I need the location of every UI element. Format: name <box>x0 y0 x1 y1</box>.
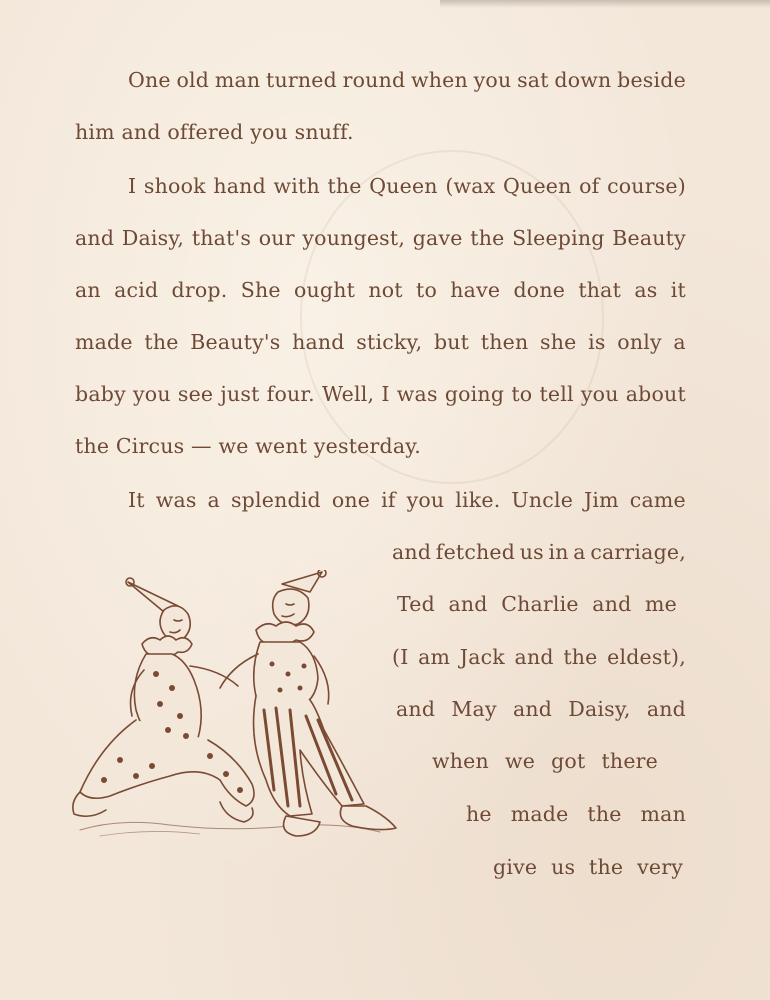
text-line: One old man turned round when you sat down beside <box>128 68 686 92</box>
text-line: when we got there <box>432 749 658 773</box>
text-line: made the Beauty's hand sticky, but then she is only a <box>75 330 686 354</box>
text-line: (I am Jack and the eldest), <box>392 645 686 669</box>
text-line: I shook hand with the Queen (wax Queen of course) <box>128 174 686 198</box>
text-line: he made the man <box>466 802 686 826</box>
text-line: and May and Daisy, and <box>396 697 686 721</box>
text-line: and Daisy, that's our youngest, gave the Sleeping Beauty <box>75 226 686 250</box>
text-line: and fetched us in a carriage, <box>392 540 686 564</box>
text-line: Ted and Charlie and me <box>397 592 677 616</box>
text-line: an acid drop. She ought not to have done that as it <box>75 278 686 302</box>
text-line: baby you see just four. Well, I was going to tell you about <box>75 382 686 406</box>
text-line: It was a splendid one if you like. Uncle Jim came <box>128 488 686 512</box>
text-line: him and offered you snuff. <box>75 120 354 144</box>
text-line: the Circus — we went yesterday. <box>75 434 422 458</box>
text-line: give us the very <box>493 855 683 879</box>
scan-shadow <box>440 0 770 8</box>
clowns-illustration <box>60 570 405 850</box>
